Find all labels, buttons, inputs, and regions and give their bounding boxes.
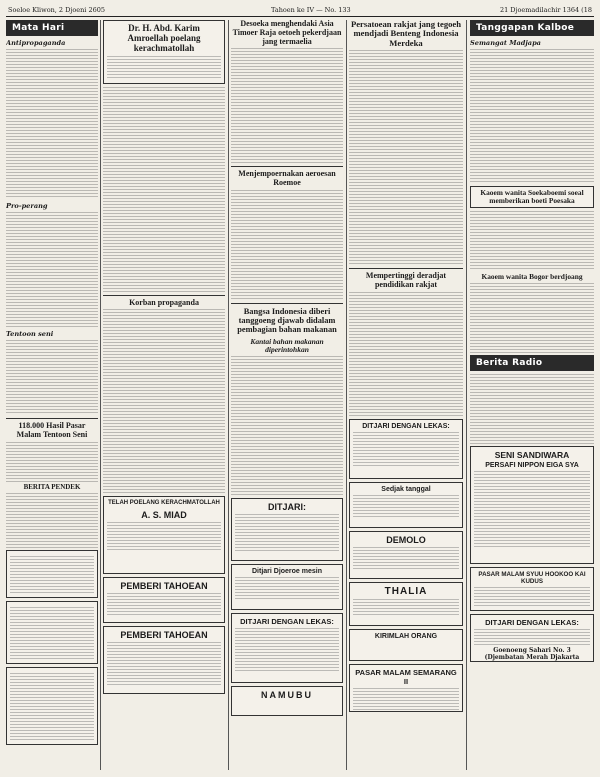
headline-amroellah: Dr. H. Abd. Karim Amroellah poelang kerachmatollah (127, 23, 201, 53)
section-pro-perang: Pro-perang (6, 202, 48, 210)
masthead-date: Soeloe Kliwon, 2 Djoeni 2605 (8, 6, 105, 14)
column-divider (100, 20, 101, 770)
headline-pendidikan: Mempertinggi deradjat pendidikan rakjat (365, 271, 447, 290)
masthead-issue: Tahoen ke IV — No. 133 (271, 6, 351, 14)
article-text (470, 283, 594, 353)
article-text (231, 48, 343, 163)
column-5 (470, 20, 594, 770)
advert-sandiwara (470, 446, 594, 564)
article-text (231, 190, 343, 300)
headline-persatoean: Persatoean rakjat jang tegoeh mendjadi Benteng Indonesia Merdeka (350, 20, 462, 48)
advert-djoeroe-mesin (231, 564, 343, 610)
advert-box (6, 550, 98, 598)
advert-ditjari (231, 498, 343, 561)
advert-box (6, 601, 98, 664)
advert-namubu (231, 686, 343, 716)
headline-pasar-malam: 118.000 Hasil Pasar Malam Tentoon Seni (16, 421, 88, 439)
advert-title: PEMBERI TAHOEAN (120, 630, 208, 641)
advert-title: KIRIMLAH ORANG (374, 632, 438, 640)
headline-wanita-bogor: Kaoem wanita Bogor berdjoang (481, 272, 583, 282)
headline-box-soekaboemi (470, 186, 594, 208)
advert-pemberi-tahoean (103, 577, 225, 623)
section-semangat-madjapa: Semangat Madjapa (470, 39, 541, 47)
advert-title: DITJARI DENGAN LEKAS: (362, 422, 450, 430)
headline-kantai: Kantai bahan makanan diperintohkan (250, 336, 324, 354)
advert-thalia (349, 582, 463, 626)
advert-ditjari-lekas (470, 614, 594, 662)
article-text (470, 49, 594, 184)
advert-obituary (103, 496, 225, 574)
advert-title: NAMUBU (261, 690, 313, 701)
advert-title: DITJARI: (268, 502, 306, 513)
article-text (6, 493, 98, 548)
advert-title: Sedjak tanggal (381, 485, 431, 493)
article-text (349, 50, 463, 265)
advert-title: DEMOLO (386, 534, 426, 545)
advert-ditjari-lekas (349, 419, 463, 479)
advert-title: PASAR MALAM SEMARANG II (355, 667, 457, 686)
article-text (349, 292, 463, 417)
advert-title: DITJARI DENGAN LEKAS: (240, 617, 334, 627)
advert-subtitle: PERSAFI NIPPON EIGA SYA (485, 462, 579, 470)
masthead (6, 4, 594, 17)
berita-radio-banner: Berita Radio (470, 355, 594, 371)
advert-kirimlah (349, 629, 463, 661)
obituary-name: A. S. MIAD (141, 510, 187, 521)
mata-hari-banner: Mata Hari (6, 20, 98, 36)
berita-pendek-heading: BERITA PENDEK (23, 482, 81, 491)
column-divider (346, 20, 347, 770)
advert-title: Ditjari Djoeroe mesin (251, 568, 323, 576)
radio-schedule (470, 374, 594, 444)
advert-title: DITJARI DENGAN LEKAS: (485, 618, 579, 628)
advert-pasar-malam-semarang (349, 664, 463, 712)
advert-pemberi-tahoean-2 (103, 626, 225, 694)
column-4 (349, 20, 463, 770)
headline-box-amroellah (103, 20, 225, 84)
column-divider (228, 20, 229, 770)
column-1 (6, 20, 98, 770)
obituary-title: TELAH POELANG KERACHMATOLLAH (108, 500, 220, 507)
advert-title: SENI SANDIWARA (494, 450, 570, 461)
headline-desoeka: Desoeka menghendaki Asia Timoer Raja oetoeh pekerdjaan jang termaelia (232, 20, 342, 46)
column-2 (103, 20, 225, 770)
headline-korban-propaganda: Korban propaganda (129, 297, 199, 307)
advert-title: THALIA (384, 585, 428, 597)
article-text (6, 442, 98, 482)
advert-title: PEMBERI TAHOEAN (120, 581, 208, 592)
section-antipropaganda: Antipropaganda (6, 39, 66, 47)
article-text (470, 211, 594, 271)
advert-sedjak (349, 482, 463, 528)
article-text (103, 309, 225, 494)
column-divider (466, 20, 467, 770)
advert-syuu-hookoo (470, 567, 594, 611)
headline-soekaboemi: Kaoem wanita Soekaboemi soeal memberikan boeti Poesaka (480, 188, 584, 206)
tanggapan-kalboe-banner: Tanggapan Kalboe (470, 20, 594, 36)
article-text (6, 49, 98, 199)
masthead-hijri-date: 21 Djoemadilachir 1364 (18 (499, 6, 592, 14)
headline-bahan-makanan: Bangsa Indonesia diberi tanggoeng djawab didalam pembagian bahan makanan (237, 306, 337, 335)
advert-ditjari-lekas (231, 613, 343, 683)
advert-box (6, 667, 98, 745)
article-text (6, 340, 98, 415)
section-tentoon-seni: Tentoon seni (6, 330, 54, 338)
article-text (6, 212, 98, 327)
advert-demolo (349, 531, 463, 579)
article-text (103, 87, 225, 292)
advert-title: PASAR MALAM SYUU HOOKOO KAI KUDUS (478, 571, 586, 586)
article-text (231, 356, 343, 496)
advert-address: Goenoeng Sahari No. 3 (Djembatan Merah Djakarta (484, 647, 580, 662)
column-3 (231, 20, 343, 770)
headline-roemoe: Menjempoernakan aeroesan Roemoe (238, 169, 336, 188)
